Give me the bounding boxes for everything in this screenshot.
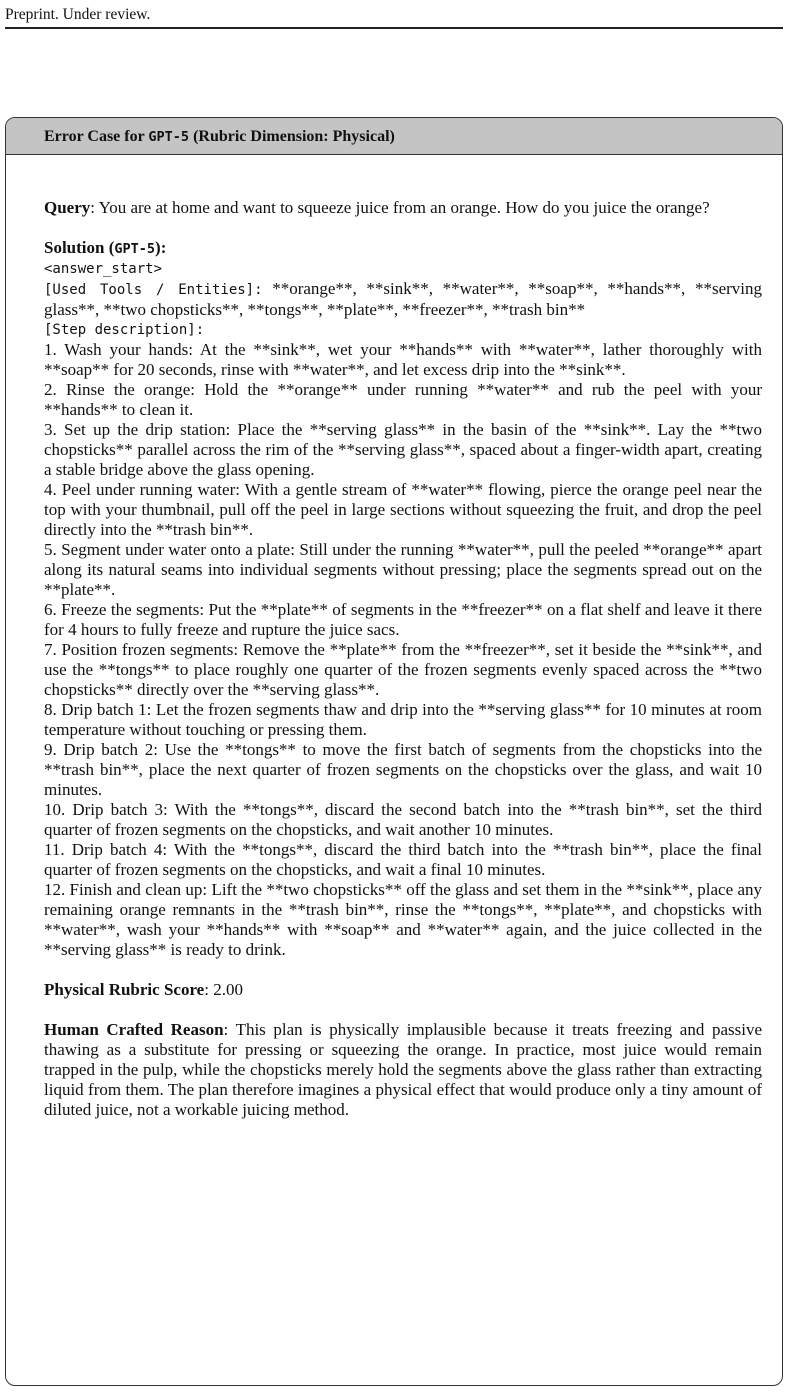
step-item: 3. Set up the drip station: Place the **serving glass** in the basin of the **sink**. Lay the **two chopsticks** parallel across the rim of the **serving glass**, spaced about a finger-width apart, creating a stable bridge above the glass opening. — [44, 420, 762, 479]
header-rule — [5, 27, 783, 29]
reason-label: Human Crafted Reason — [44, 1020, 224, 1039]
solution-label-end: ): — [155, 238, 167, 257]
step-item: 2. Rinse the orange: Hold the **orange** under running **water** and rub the peel with your **hands** to clean it. — [44, 380, 762, 419]
tools-line — [44, 279, 762, 320]
tools-list: **orange**, **sink**, **water**, **soap**, **hands**, **serving glass**, **two chopsticks**, **tongs**, **plate**, **freezer**, **trash bin** — [44, 279, 762, 319]
query-label: Query — [44, 198, 91, 217]
box-title — [6, 118, 782, 155]
step-item: 6. Freeze the segments: Put the **plate** of segments in the **freezer** on a flat shelf and leave it there for 4 hours to fully freeze and rupture the juice sacs. — [44, 600, 762, 639]
box-title-prefix: Error Case for — [44, 128, 149, 145]
error-case-box — [5, 117, 783, 1386]
step-item: 10. Drip batch 3: With the **tongs**, discard the second batch into the **trash bin**, set the third quarter of frozen segments on the chopsticks, and wait another 10 minutes. — [44, 800, 762, 839]
step-description-label: [Step description]: — [44, 322, 205, 338]
step-item: 11. Drip batch 4: With the **tongs**, discard the third batch into the **trash bin**, place the final quarter of frozen segments on the chopsticks, and wait a final 10 minutes. — [44, 840, 762, 879]
answer-start-tag: <answer_start> — [44, 261, 163, 277]
solution-model: GPT-5 — [114, 241, 156, 257]
score-label: Physical Rubric Score — [44, 980, 205, 999]
step-item: 1. Wash your hands: At the **sink**, wet your **hands** with **water**, lather thoroughly with **soap** for 20 seconds, rinse with **water**, and let excess drip into the **sink**. — [44, 340, 762, 379]
solution-label: Solution ( — [44, 238, 115, 257]
step-item: 8. Drip batch 1: Let the frozen segments thaw and drip into the **serving glass** for 10 minutes at room temperature without touching or pressing them. — [44, 700, 762, 739]
score-value: : 2.00 — [204, 980, 243, 999]
query-text: : You are at home and want to squeeze juice from an orange. How do you juice the orange? — [90, 198, 710, 217]
running-header: Preprint. Under review. — [5, 6, 151, 23]
step-list — [44, 340, 762, 960]
reason-paragraph — [44, 1020, 762, 1120]
box-title-suffix: (Rubric Dimension: Physical) — [189, 128, 395, 145]
step-item: 7. Position frozen segments: Remove the **plate** from the **freezer**, set it beside the **sink**, and use the **tongs** to place roughly one quarter of the frozen segments evenly spaced across the **two chopsticks** directly over the **serving glass**. — [44, 640, 762, 699]
step-item: 9. Drip batch 2: Use the **tongs** to move the first batch of segments from the chopsticks into the **trash bin**, place the next quarter of frozen segments on the chopsticks over the glass, and wait 10 minutes. — [44, 740, 762, 799]
score-paragraph — [44, 980, 762, 1000]
solution-heading — [44, 238, 762, 259]
box-content — [6, 155, 782, 1120]
query-paragraph — [44, 198, 762, 218]
step-item: 4. Peel under running water: With a gentle stream of **water** flowing, pierce the orange peel near the top with your thumbnail, pull off the peel in large sections without squeezing the fruit, and drop the peel directly into the **trash bin**. — [44, 480, 762, 539]
step-item: 5. Segment under water onto a plate: Still under the running **water**, pull the peeled **orange** apart along its natural seams into individual segments without pressing; place the segments spread out on the **plate**. — [44, 540, 762, 599]
step-item: 12. Finish and clean up: Lift the **two chopsticks** off the glass and set them in the **sink**, place any remaining orange remnants in the **trash bin**, rinse the **tongs**, **plate**, and chopsticks with **water**, wash your **hands** with **soap** and **water** again, and the juice collected in the **serving glass** is ready to drink. — [44, 880, 762, 959]
tools-label: [Used Tools / Entities]: — [44, 282, 263, 298]
box-title-model: GPT-5 — [148, 129, 190, 145]
reason-text: : This plan is physically implausible because it treats freezing and passive thawing as a substitute for pressing or squeezing the orange. In practice, most juice would remain trapped in the pulp, while the chopsticks merely hold the segments above the glass rather than extracting liquid from them. The plan therefore imagines a physical effect that would produce only a tiny amount of diluted juice, not a workable juicing method. — [44, 1020, 762, 1119]
